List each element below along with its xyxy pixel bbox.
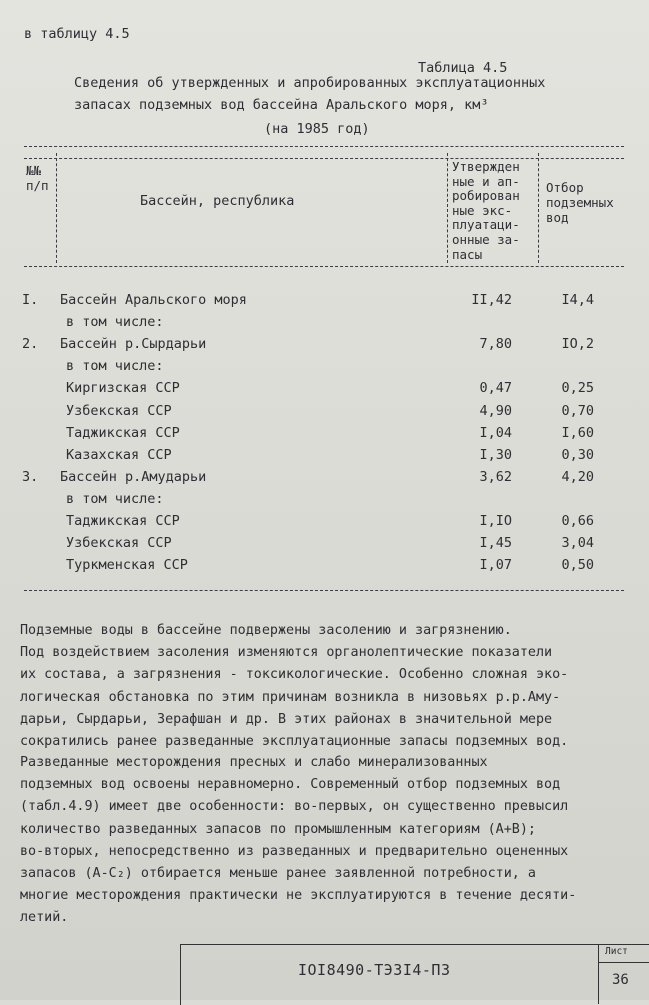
row-approved-reserves: 7,80 [479, 336, 512, 352]
paragraph-2-line: во-вторых, непосредственно из разведанных и предварительно оцененных [20, 843, 569, 859]
document-code: IOI8490-ТЭЗI4-ПЗ [298, 961, 451, 979]
paragraph-1-line: их состава, а загрязнения - токсикологические. Особенно сложная эко- [20, 667, 569, 683]
paragraph-2-line: подземных вод освоены неравномерно. Современный отбор подземных вод [20, 777, 561, 793]
row-number: 3. [22, 469, 39, 485]
row-groundwater-withdrawal: 0,25 [561, 380, 594, 396]
row-groundwater-withdrawal: I,60 [561, 425, 594, 441]
row-approved-reserves: 3,62 [479, 469, 512, 485]
row-groundwater-withdrawal: 3,04 [561, 535, 594, 551]
row-approved-reserves: I,45 [479, 535, 512, 551]
row-number: 2. [22, 336, 39, 352]
table-header-bottom-rule [24, 266, 624, 267]
column-divider-3 [538, 153, 539, 263]
paragraph-1 [20, 620, 635, 753]
row-basin-name: Туркменская ССР [66, 557, 188, 573]
paragraph-2-line: количество разведанных запасов по промышленным категориям (А+В); [20, 821, 536, 837]
header-withdrawal: Отбор подземных вод [546, 180, 614, 225]
row-groundwater-withdrawal: I4,4 [561, 292, 594, 308]
row-approved-reserves: I,30 [479, 447, 512, 463]
row-groundwater-withdrawal: IO,2 [561, 336, 594, 352]
row-approved-reserves: I,IO [479, 513, 512, 529]
paragraph-2 [20, 752, 635, 930]
table-top-rule [24, 146, 624, 147]
row-groundwater-withdrawal: 0,30 [561, 447, 594, 463]
paragraph-1-line: дарьи, Сырдарьи, Зерафшан и др. В этих районах в значительной мере [20, 711, 553, 727]
header-num: №№ п/п [26, 163, 49, 193]
paragraph-1-line: сократились ранее разведанные эксплуатационные запасы подземных вод. [20, 734, 569, 750]
paragraph-1-line: логическая обстановка по этим причинам возникла в низовьях р.р.Аму- [20, 689, 561, 705]
row-groundwater-withdrawal: 0,50 [561, 557, 594, 573]
paragraph-1-line: Подземные воды в бассейне подвержены засолению и загрязнению. [20, 623, 512, 638]
paragraph-2-line: (табл.4.9) имеет две особенности: во-первых, он существенно превысил [20, 799, 569, 815]
table-title-line-1: Сведения об утвержденных и апробированных эксплуатационных [74, 75, 546, 91]
table-bottom-rule [24, 590, 624, 591]
row-basin-name: Бассейн р.Амударьи [60, 469, 207, 485]
row-basin-name: Киргизская ССР [66, 380, 180, 396]
sheet-cell-divider [598, 962, 649, 963]
column-divider-2 [447, 153, 448, 263]
row-basin-name: Узбекская ССР [66, 535, 172, 551]
header-approved: Утвержден ные и ап- робирован ные экс- плуатаци- онные за- пасы [452, 159, 520, 262]
row-groundwater-withdrawal: 0,70 [561, 403, 594, 419]
row-groundwater-withdrawal: 4,20 [561, 469, 594, 485]
row-approved-reserves: 4,90 [479, 403, 512, 419]
row-approved-reserves: 0,47 [479, 380, 512, 396]
table-title-line-2: запасах подземных вод бассейна Аральского моря, км³ [74, 97, 489, 113]
row-basin-name: Таджикская ССР [66, 425, 180, 441]
paragraph-1-line: Под воздействием засоления изменяются органолептические показатели [20, 645, 553, 661]
row-basin-name: в том числе: [66, 358, 164, 374]
row-approved-reserves: II,42 [471, 292, 512, 308]
paragraph-2-line: Разведанные месторождения пресных и слабо минерализованных [20, 755, 488, 770]
table-label: Таблица 4.5 [418, 60, 508, 76]
row-groundwater-withdrawal: 0,66 [561, 513, 594, 529]
paragraph-2-line: многие месторождения практически не эксплуатируются в течение десяти- [20, 888, 577, 904]
table-top-rule-2 [24, 158, 624, 159]
paragraph-2-line: летий. [20, 910, 69, 926]
header-basin: Бассейн, республика [140, 193, 295, 209]
row-basin-name: Узбекская ССР [66, 403, 172, 419]
title-block-divider [598, 944, 599, 1004]
row-basin-name: Бассейн Аральского моря [60, 292, 247, 308]
paragraph-2-line: запасов (А-С₂) отбирается меньше ранее заявленной потребности, а [20, 866, 536, 882]
row-approved-reserves: I,04 [479, 425, 512, 441]
intro-reference: в таблицу 4.5 [24, 26, 130, 42]
row-approved-reserves: I,07 [479, 557, 512, 573]
row-basin-name: Бассейн р.Сырдарьи [60, 336, 207, 352]
row-basin-name: Казахская ССР [66, 447, 172, 463]
row-basin-name: Таджикская ССР [66, 513, 180, 529]
row-basin-name: в том числе: [66, 491, 164, 507]
table-title-line-3: (на 1985 год) [264, 121, 370, 137]
row-number: I. [22, 292, 39, 308]
sheet-number: 36 [612, 972, 629, 988]
sheet-label: Лист [605, 946, 628, 957]
column-divider-1 [56, 153, 57, 263]
row-basin-name: в том числе: [66, 314, 164, 330]
